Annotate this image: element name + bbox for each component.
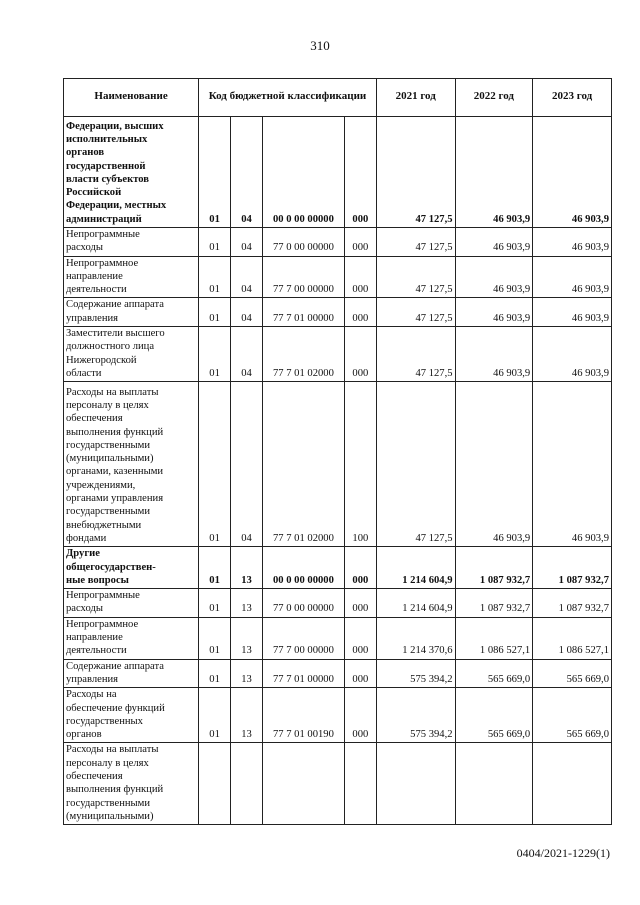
row-name: Расходы на обеспечение функций государственных органов [64,688,199,743]
page-number: 310 [310,38,330,53]
row-name: Непрограммные расходы [64,589,199,618]
value-2022: 1 087 932,7 [455,547,533,589]
value-2023: 565 669,0 [533,659,612,688]
table-row [64,256,612,298]
code-section: 01 [199,547,231,589]
code-target-article: 77 7 01 00000 [262,659,344,688]
code-target-article: 77 7 01 02000 [262,382,344,547]
value-2022: 565 669,0 [455,688,533,743]
value-2021: 47 127,5 [376,228,455,257]
table-row [64,382,612,547]
row-name: Федерации, высших исполнительных органов государственной власти субъектов Российской Федерации, местных администраций [64,117,199,228]
value-2023: 46 903,9 [533,327,612,382]
code-section: 01 [199,688,231,743]
table-row [64,327,612,382]
value-2023: 1 086 527,1 [533,617,612,659]
code-target-article: 00 0 00 00000 [262,117,344,228]
code-expense-type: 000 [344,688,376,743]
code-expense-type: 000 [344,617,376,659]
value-2021: 47 127,5 [376,117,455,228]
value-2023: 565 669,0 [533,688,612,743]
table-row [64,117,612,228]
code-expense-type: 000 [344,589,376,618]
code-target-article: 77 7 01 00190 [262,688,344,743]
code-subsection: 13 [231,659,263,688]
table-row [64,617,612,659]
value-2021: 1 214 370,6 [376,617,455,659]
value-2021: 47 127,5 [376,256,455,298]
code-section: 01 [199,327,231,382]
value-2022: 46 903,9 [455,228,533,257]
code-expense-type: 000 [344,117,376,228]
header-code: Код бюджетной классификации [199,79,377,117]
code-expense-type: 000 [344,256,376,298]
code-expense-type: 000 [344,659,376,688]
code-target-article [262,743,344,825]
value-2021 [376,743,455,825]
row-name: Расходы на выплаты персоналу в целях обеспечения выполнения функций государственными (муниципальными) [64,743,199,825]
table-row [64,547,612,589]
value-2022: 565 669,0 [455,659,533,688]
value-2021: 47 127,5 [376,382,455,547]
value-2022: 46 903,9 [455,382,533,547]
code-subsection: 04 [231,256,263,298]
row-name: Заместители высшего должностного лица Нижегородской области [64,327,199,382]
code-section: 01 [199,117,231,228]
code-target-article: 77 7 00 00000 [262,256,344,298]
value-2021: 575 394,2 [376,659,455,688]
header-name: Наименование [64,79,199,117]
code-subsection: 13 [231,547,263,589]
code-expense-type [344,743,376,825]
row-name: Расходы на выплаты персоналу в целях обеспечения выполнения функций государственными (муниципальными) органами, казенными учреждениями, органами управления государственными внебюджетными фондами [64,382,199,547]
code-section: 01 [199,659,231,688]
table-row [64,298,612,327]
code-subsection: 04 [231,298,263,327]
code-subsection: 13 [231,589,263,618]
code-expense-type: 000 [344,547,376,589]
row-name: Содержание аппарата управления [64,298,199,327]
budget-table [63,78,612,825]
code-subsection [231,743,263,825]
table-row [64,589,612,618]
code-target-article: 77 0 00 00000 [262,589,344,618]
value-2023: 46 903,9 [533,382,612,547]
code-subsection: 04 [231,382,263,547]
table-row [64,743,612,825]
code-target-article: 77 7 01 00000 [262,298,344,327]
value-2023: 46 903,9 [533,298,612,327]
value-2021: 1 214 604,9 [376,547,455,589]
value-2022: 46 903,9 [455,117,533,228]
value-2023: 46 903,9 [533,228,612,257]
code-expense-type: 000 [344,298,376,327]
code-section: 01 [199,256,231,298]
row-name: Другие общегосударствен- ные вопросы [64,547,199,589]
value-2021: 1 214 604,9 [376,589,455,618]
value-2022: 1 087 932,7 [455,589,533,618]
value-2023 [533,743,612,825]
code-subsection: 04 [231,117,263,228]
code-target-article: 00 0 00 00000 [262,547,344,589]
code-subsection: 04 [231,327,263,382]
table-body [64,117,612,825]
header-row [64,79,612,117]
code-expense-type: 000 [344,327,376,382]
code-expense-type: 000 [344,228,376,257]
value-2022: 46 903,9 [455,256,533,298]
value-2021: 47 127,5 [376,327,455,382]
code-subsection: 04 [231,228,263,257]
value-2022 [455,743,533,825]
value-2023: 46 903,9 [533,256,612,298]
code-section: 01 [199,298,231,327]
row-name: Содержание аппарата управления [64,659,199,688]
value-2023: 1 087 932,7 [533,589,612,618]
value-2023: 46 903,9 [533,117,612,228]
value-2022: 46 903,9 [455,327,533,382]
code-subsection: 13 [231,617,263,659]
code-target-article: 77 0 00 00000 [262,228,344,257]
row-name: Непрограммное направление деятельности [64,256,199,298]
code-expense-type: 100 [344,382,376,547]
code-section: 01 [199,382,231,547]
table-row [64,688,612,743]
row-name: Непрограммные расходы [64,228,199,257]
header-2023: 2023 год [533,79,612,117]
code-section [199,743,231,825]
document-code: 0404/2021-1229(1) [516,846,610,860]
value-2021: 47 127,5 [376,298,455,327]
code-section: 01 [199,589,231,618]
value-2021: 575 394,2 [376,688,455,743]
table-row [64,228,612,257]
code-section: 01 [199,228,231,257]
code-section: 01 [199,617,231,659]
code-subsection: 13 [231,688,263,743]
header-2022: 2022 год [455,79,533,117]
value-2022: 1 086 527,1 [455,617,533,659]
value-2023: 1 087 932,7 [533,547,612,589]
code-target-article: 77 7 01 02000 [262,327,344,382]
header-2021: 2021 год [376,79,455,117]
value-2022: 46 903,9 [455,298,533,327]
row-name: Непрограммное направление деятельности [64,617,199,659]
code-target-article: 77 7 00 00000 [262,617,344,659]
table-row [64,659,612,688]
